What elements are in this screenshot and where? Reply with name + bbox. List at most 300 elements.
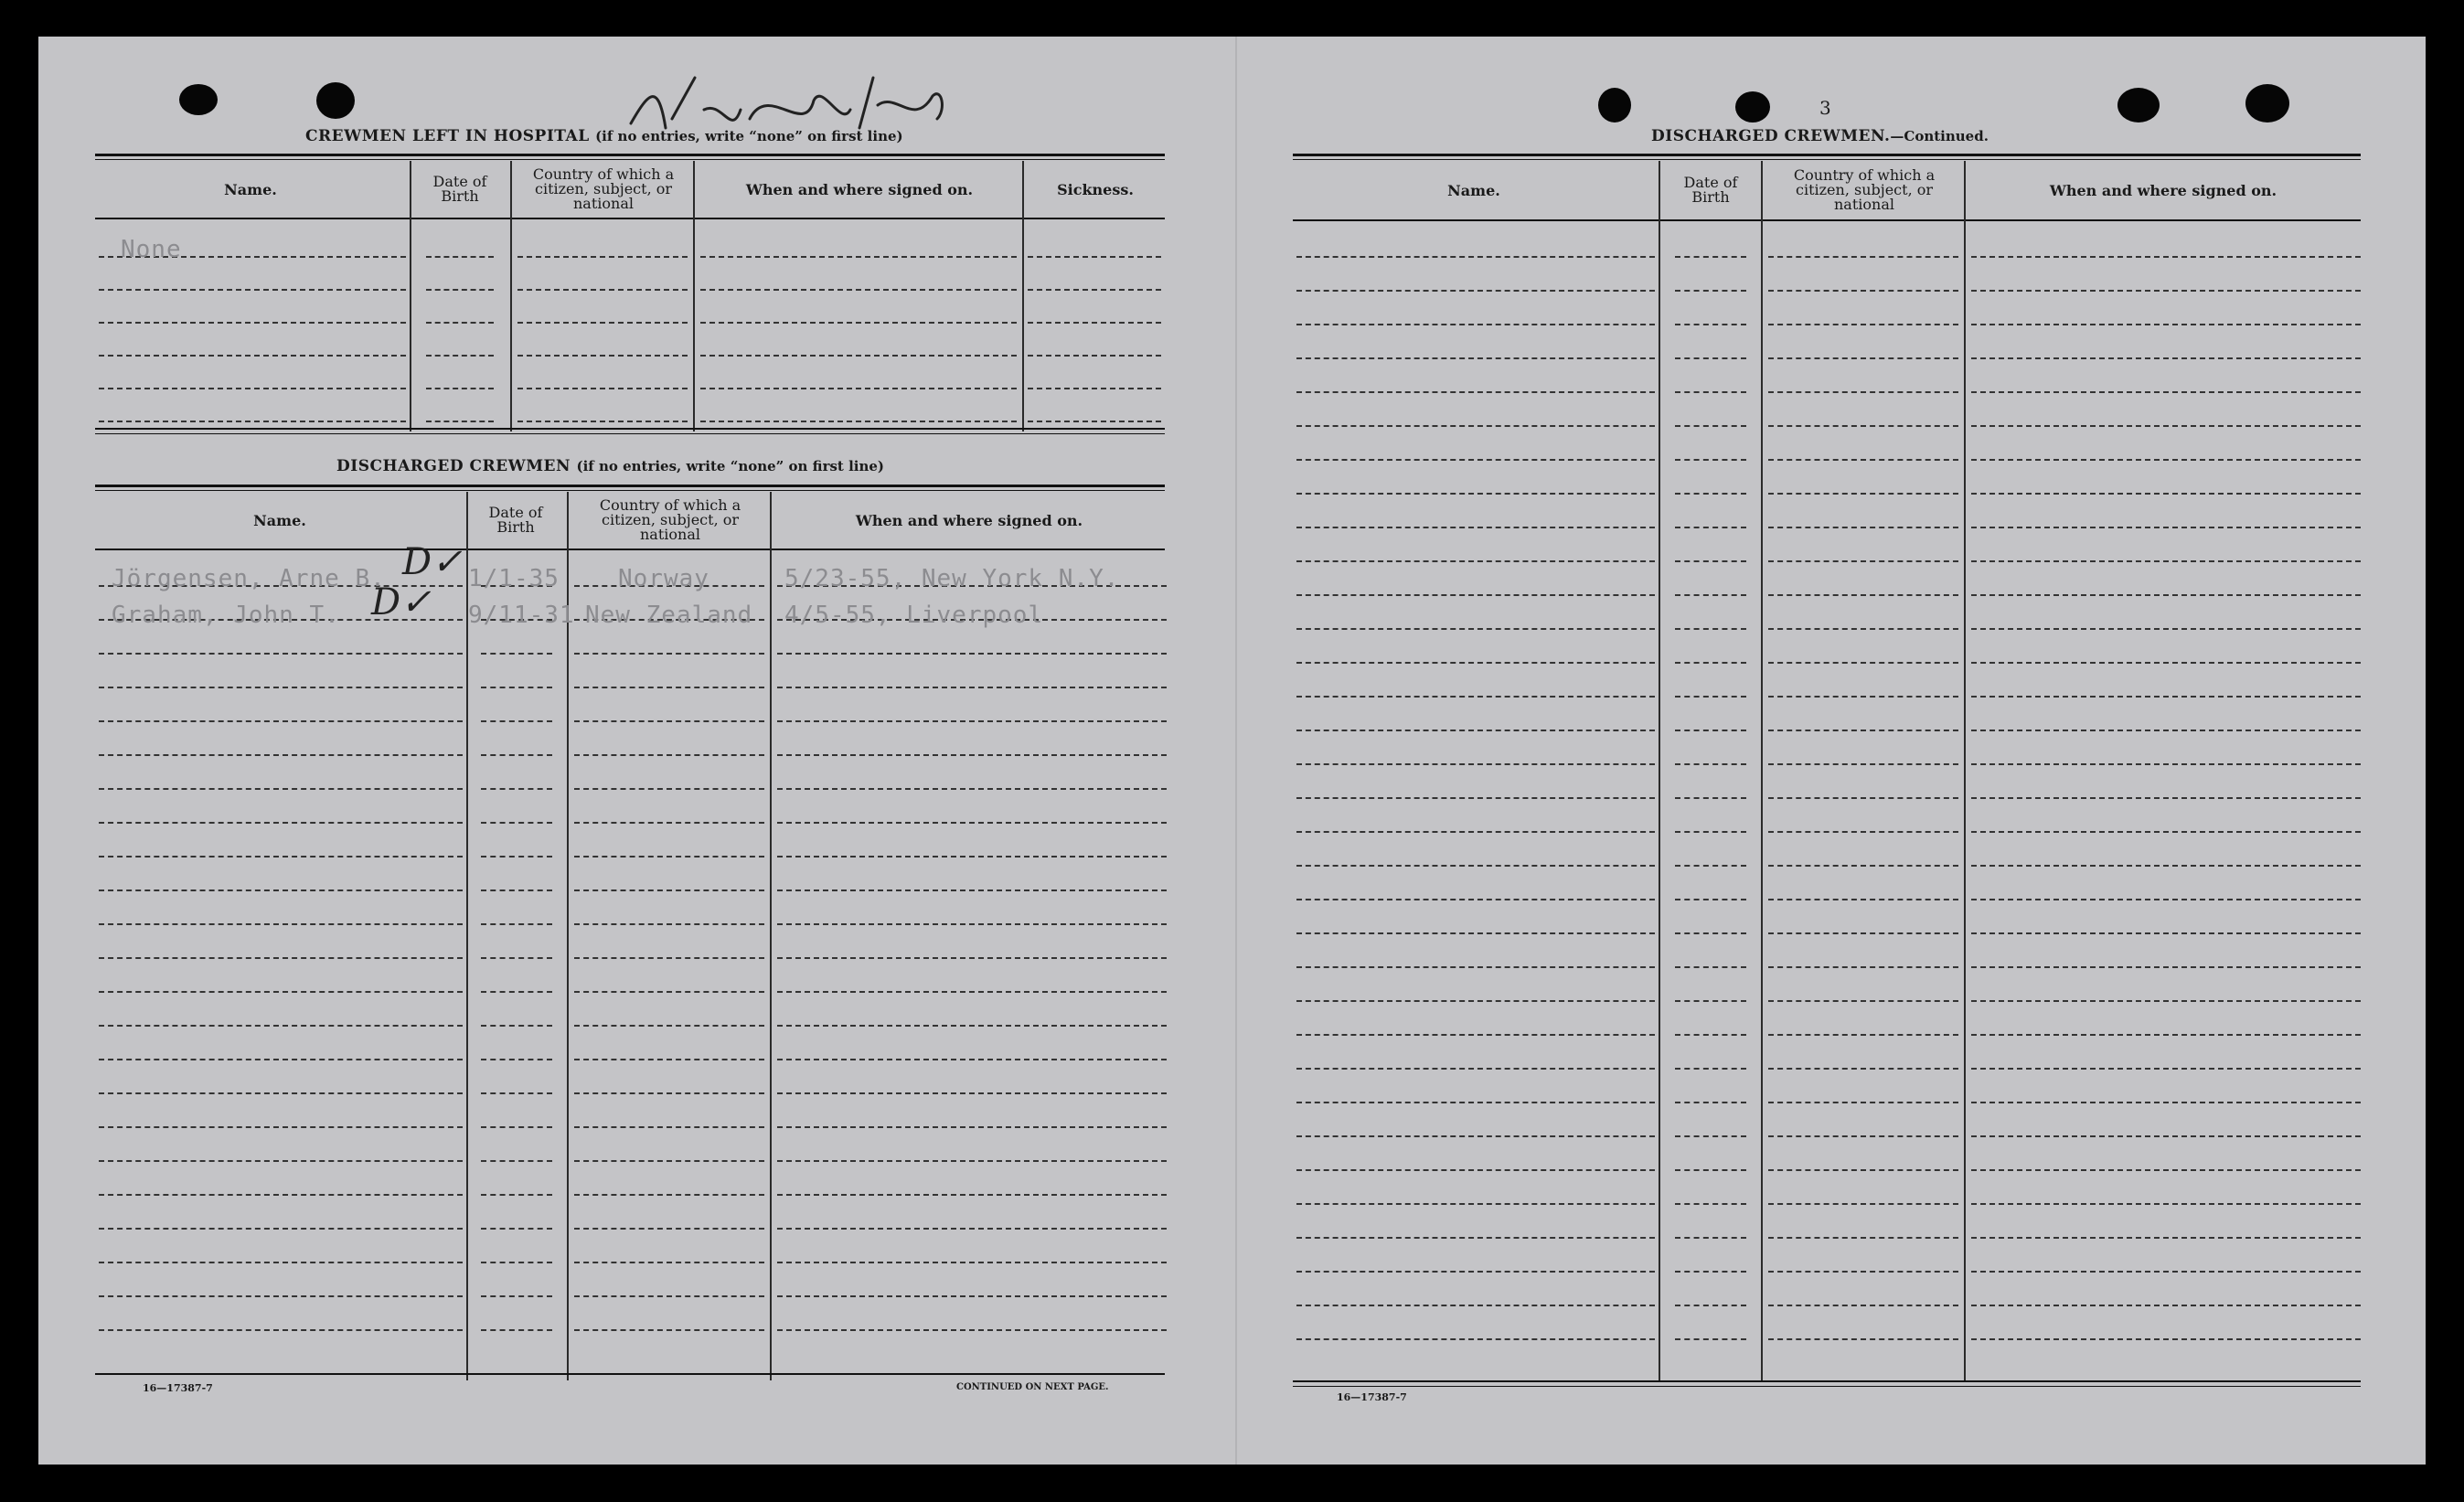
- ruled-line: [777, 991, 1167, 993]
- punch-hole: [1735, 91, 1770, 123]
- ruled-line: [481, 1262, 552, 1263]
- ruled-line: [1768, 357, 1958, 359]
- ruled-line: [99, 991, 463, 993]
- ruled-line: [1971, 256, 2361, 258]
- ruled-line: [481, 1025, 552, 1027]
- right-bottom-rule: [1293, 1380, 2361, 1382]
- discharged-row-name: Jörgensen, Arne B.: [112, 565, 386, 592]
- ruled-line: [1296, 527, 1655, 528]
- ruled-line: [700, 256, 1017, 258]
- ruled-line: [1768, 1034, 1958, 1036]
- ruled-line: [99, 1160, 463, 1162]
- ruled-line: [777, 788, 1167, 790]
- ruled-line: [777, 1160, 1167, 1162]
- ruled-line: [517, 256, 688, 258]
- ruled-line: [481, 1126, 552, 1128]
- ruled-line: [481, 957, 552, 959]
- ruled-line: [481, 1160, 552, 1162]
- ruled-line: [481, 1295, 552, 1297]
- hospital-title-text: CREWMEN LEFT IN HOSPITAL: [305, 127, 590, 145]
- discharged-section-title: [336, 457, 884, 475]
- ruled-line: [777, 1194, 1167, 1196]
- ruled-line: [1675, 425, 1746, 427]
- ruled-line: [1768, 290, 1958, 292]
- ruled-line: [1768, 662, 1958, 664]
- right-header-signed: When and where signed on.: [2049, 181, 2277, 199]
- ruled-line: [574, 856, 764, 858]
- right-title-text: DISCHARGED CREWMEN.: [1651, 127, 1891, 145]
- ruled-line: [574, 720, 764, 722]
- ruled-line: [426, 388, 494, 389]
- ruled-line: [574, 1126, 764, 1128]
- ruled-line: [574, 822, 764, 824]
- hospital-header-name: Name.: [224, 180, 277, 198]
- hospital-header-sickness: Sickness.: [1057, 180, 1134, 198]
- discharged-header-name: Name.: [253, 511, 306, 529]
- ruled-line: [1296, 763, 1655, 765]
- hospital-bottom-rule-thin: [95, 433, 1165, 434]
- ruled-line: [1675, 324, 1746, 325]
- ruled-line: [1296, 831, 1655, 833]
- ruled-line: [1296, 1203, 1655, 1205]
- ruled-line: [481, 1059, 552, 1060]
- ruled-line: [1768, 493, 1958, 495]
- ruled-line: [481, 1194, 552, 1196]
- ruled-line: [1675, 1338, 1746, 1340]
- ruled-line: [1768, 324, 1958, 325]
- ruled-line: [1675, 797, 1746, 799]
- right-header-rule: [1293, 219, 2361, 221]
- page-fold: [1235, 37, 1237, 1465]
- ruled-line: [1675, 560, 1746, 562]
- ruled-line: [1675, 1135, 1746, 1137]
- ruled-line: [99, 923, 463, 925]
- discharged-row-signed: 4/5-55, Liverpool: [784, 602, 1044, 629]
- ruled-line: [1768, 1102, 1958, 1103]
- ruled-line: [1768, 425, 1958, 427]
- ruled-line: [1296, 1305, 1655, 1306]
- ruled-line: [1296, 1034, 1655, 1036]
- hospital-top-rule: [95, 154, 1165, 156]
- ruled-line: [1768, 1203, 1958, 1205]
- ruled-line: [1675, 594, 1746, 596]
- ruled-line: [99, 1194, 463, 1196]
- ruled-line: [1971, 662, 2361, 664]
- ruled-line: [1971, 1135, 2361, 1137]
- ruled-line: [700, 355, 1017, 357]
- hospital-section-title: [305, 127, 903, 145]
- ruled-line: [1768, 1000, 1958, 1002]
- ruled-line: [1675, 628, 1746, 630]
- ruled-line: [1296, 628, 1655, 630]
- ruled-line: [700, 322, 1017, 324]
- right-title-suffix: —Continued.: [1890, 128, 1989, 144]
- ruled-line: [1675, 1034, 1746, 1036]
- ruled-line: [1296, 290, 1655, 292]
- ruled-line: [777, 1025, 1167, 1027]
- ruled-line: [99, 856, 463, 858]
- ruled-line: [1971, 899, 2361, 900]
- ruled-line: [700, 388, 1017, 389]
- ruled-line: [99, 355, 406, 357]
- ruled-line: [1971, 1169, 2361, 1171]
- ruled-line: [574, 653, 764, 655]
- ruled-line: [574, 1228, 764, 1230]
- ruled-line: [1296, 1135, 1655, 1137]
- ruled-line: [1768, 256, 1958, 258]
- ruled-line: [99, 653, 463, 655]
- ruled-line: [481, 822, 552, 824]
- form-number: 16—17387-7: [1337, 1391, 1407, 1403]
- punch-hole: [179, 84, 218, 115]
- ruled-line: [481, 1228, 552, 1230]
- ruled-line: [1971, 1068, 2361, 1070]
- ruled-line: [1971, 831, 2361, 833]
- ruled-line: [1028, 388, 1161, 389]
- ruled-line: [574, 889, 764, 891]
- ruled-line: [574, 754, 764, 756]
- ruled-line: [481, 856, 552, 858]
- hospital-header-rule: [95, 218, 1165, 219]
- ruled-line: [426, 289, 494, 291]
- ruled-line: [1675, 459, 1746, 461]
- ruled-line: [99, 687, 463, 688]
- ruled-line: [574, 991, 764, 993]
- handwritten-initials: D✓: [371, 581, 432, 623]
- discharged-title-text: DISCHARGED CREWMEN: [336, 457, 571, 475]
- ruled-line: [1675, 730, 1746, 731]
- ruled-line: [1296, 1000, 1655, 1002]
- ruled-line: [1768, 1338, 1958, 1340]
- form-number: 16—17387-7: [143, 1382, 213, 1394]
- continued-note: CONTINUED ON NEXT PAGE.: [956, 1382, 1109, 1392]
- ruled-line: [574, 1025, 764, 1027]
- ruled-line: [1971, 730, 2361, 731]
- ruled-line: [1675, 1203, 1746, 1205]
- ruled-line: [574, 1160, 764, 1162]
- ruled-line: [1768, 865, 1958, 867]
- ruled-line: [1296, 256, 1655, 258]
- ruled-line: [99, 754, 463, 756]
- ruled-line: [1028, 355, 1161, 357]
- ruled-line: [1028, 256, 1161, 258]
- right-bottom-rule-thin: [1293, 1386, 2361, 1387]
- ruled-line: [99, 1262, 463, 1263]
- ruled-line: [574, 1194, 764, 1196]
- discharged-header-signed: When and where signed on.: [855, 511, 1083, 529]
- ruled-line: [1768, 831, 1958, 833]
- ruled-line: [1296, 1271, 1655, 1273]
- ruled-line: [574, 788, 764, 790]
- ruled-line: [1675, 966, 1746, 968]
- hospital-header-dob: Date of Birth: [432, 173, 487, 205]
- ruled-line: [1768, 391, 1958, 393]
- ruled-line: [1971, 763, 2361, 765]
- ruled-line: [1675, 932, 1746, 934]
- ruled-line: [574, 687, 764, 688]
- ruled-line: [99, 1059, 463, 1060]
- ruled-line: [1675, 391, 1746, 393]
- discharged-header-country: Country of which a citizen, subject, or national: [599, 496, 741, 543]
- ruled-line: [1675, 696, 1746, 698]
- hospital-col-divider: [410, 161, 411, 431]
- ruled-line: [1028, 322, 1161, 324]
- ruled-line: [1675, 1305, 1746, 1306]
- ruled-line: [1971, 628, 2361, 630]
- hospital-title-note: (if no entries, write “none” on first line): [595, 128, 903, 144]
- discharged-header-dob: Date of Birth: [488, 504, 543, 536]
- ruled-line: [426, 322, 494, 324]
- ruled-line: [1296, 696, 1655, 698]
- ruled-line: [481, 923, 552, 925]
- right-top-rule-thin: [1293, 159, 2361, 160]
- punch-hole: [2117, 88, 2160, 123]
- punch-hole: [2245, 84, 2289, 123]
- ruled-line: [99, 788, 463, 790]
- ruled-line: [517, 289, 688, 291]
- ruled-line: [574, 1059, 764, 1060]
- ruled-line: [1768, 1305, 1958, 1306]
- ruled-line: [1296, 865, 1655, 867]
- discharged-header-rule: [95, 549, 1165, 550]
- ruled-line: [99, 421, 406, 422]
- ruled-line: [481, 687, 552, 688]
- hospital-col-divider: [510, 161, 512, 431]
- ruled-line: [777, 1092, 1167, 1094]
- ruled-line: [1296, 493, 1655, 495]
- ruled-line: [517, 421, 688, 422]
- ruled-line: [1768, 966, 1958, 968]
- ruled-line: [1971, 493, 2361, 495]
- ruled-line: [1971, 1271, 2361, 1273]
- page-number: 3: [1819, 97, 1831, 119]
- ruled-line: [1675, 1169, 1746, 1171]
- ruled-line: [481, 754, 552, 756]
- ruled-line: [1971, 1102, 2361, 1103]
- ruled-line: [574, 1092, 764, 1094]
- ruled-line: [1296, 1068, 1655, 1070]
- ruled-line: [99, 822, 463, 824]
- ruled-line: [99, 1329, 463, 1331]
- hospital-row-name: None: [121, 236, 182, 263]
- ruled-line: [1768, 730, 1958, 731]
- ruled-line: [1768, 594, 1958, 596]
- ruled-line: [700, 421, 1017, 422]
- ruled-line: [517, 322, 688, 324]
- ruled-line: [481, 788, 552, 790]
- ruled-line: [777, 653, 1167, 655]
- ruled-line: [1675, 865, 1746, 867]
- ruled-line: [1296, 662, 1655, 664]
- ruled-line: [1028, 421, 1161, 422]
- right-header-dob: Date of Birth: [1683, 174, 1738, 206]
- ruled-line: [1296, 1237, 1655, 1239]
- ruled-line: [99, 322, 406, 324]
- ruled-line: [1675, 256, 1746, 258]
- discharged-row-signed: 5/23-55, New York N.Y.: [784, 565, 1120, 592]
- ruled-line: [1971, 1237, 2361, 1239]
- ruled-line: [1296, 324, 1655, 325]
- ruled-line: [777, 1295, 1167, 1297]
- ruled-line: [1296, 932, 1655, 934]
- hospital-bottom-rule: [95, 428, 1165, 430]
- ruled-line: [777, 1262, 1167, 1263]
- ruled-line: [1971, 1000, 2361, 1002]
- ruled-line: [777, 754, 1167, 756]
- ruled-line: [1296, 560, 1655, 562]
- ruled-line: [1296, 459, 1655, 461]
- ruled-line: [1768, 628, 1958, 630]
- ruled-line: [1971, 560, 2361, 562]
- handwritten-initials: D✓: [402, 541, 463, 583]
- ruled-line: [426, 421, 494, 422]
- ruled-line: [777, 889, 1167, 891]
- discharged-title-note: (if no entries, write “none” on first line): [576, 458, 885, 474]
- ruled-line: [1296, 1102, 1655, 1103]
- ruled-line: [1675, 662, 1746, 664]
- ruled-line: [1296, 425, 1655, 427]
- ruled-line: [1971, 1338, 2361, 1340]
- right-header-country: Country of which a citizen, subject, or national: [1793, 166, 1936, 213]
- ruled-line: [1971, 324, 2361, 325]
- ruled-line: [1768, 932, 1958, 934]
- ruled-line: [1296, 1169, 1655, 1171]
- ruled-line: [1768, 1135, 1958, 1137]
- ruled-line: [1971, 527, 2361, 528]
- ruled-line: [1675, 493, 1746, 495]
- ruled-line: [481, 653, 552, 655]
- ruled-line: [1768, 763, 1958, 765]
- ruled-line: [1675, 290, 1746, 292]
- ruled-line: [574, 957, 764, 959]
- ruled-line: [777, 923, 1167, 925]
- ruled-line: [99, 1228, 463, 1230]
- ruled-line: [1971, 797, 2361, 799]
- right-col-divider: [1964, 161, 1966, 1382]
- ruled-line: [1768, 696, 1958, 698]
- discharged-top-rule-thin: [95, 490, 1165, 491]
- ruled-line: [1971, 459, 2361, 461]
- right-section-title: [1651, 127, 1989, 145]
- ruled-line: [1971, 391, 2361, 393]
- ruled-line: [1675, 1102, 1746, 1103]
- ruled-line: [1296, 797, 1655, 799]
- ruled-line: [574, 1262, 764, 1263]
- ruled-line: [777, 856, 1167, 858]
- ruled-line: [1971, 1034, 2361, 1036]
- ruled-line: [99, 957, 463, 959]
- ruled-line: [426, 256, 494, 258]
- ruled-line: [1768, 527, 1958, 528]
- ruled-line: [1675, 1068, 1746, 1070]
- ruled-line: [1675, 527, 1746, 528]
- right-top-rule: [1293, 154, 2361, 156]
- discharged-row-country: New Zealand: [585, 602, 753, 629]
- right-header-name: Name.: [1447, 181, 1500, 199]
- ruled-line: [777, 687, 1167, 688]
- ruled-line: [99, 289, 406, 291]
- hospital-col-divider: [1022, 161, 1024, 431]
- ruled-line: [1675, 831, 1746, 833]
- ruled-line: [1675, 1000, 1746, 1002]
- discharged-row-name: Graham, John T.: [112, 602, 340, 629]
- ruled-line: [481, 720, 552, 722]
- ruled-line: [700, 289, 1017, 291]
- ruled-line: [517, 388, 688, 389]
- punch-hole: [316, 82, 355, 119]
- ruled-line: [1296, 594, 1655, 596]
- ruled-line: [481, 991, 552, 993]
- ruled-line: [99, 1295, 463, 1297]
- ruled-line: [1768, 1068, 1958, 1070]
- hospital-header-signed: When and where signed on.: [745, 180, 974, 198]
- ruled-line: [1028, 289, 1161, 291]
- ruled-line: [1971, 865, 2361, 867]
- ruled-line: [481, 1329, 552, 1331]
- ruled-line: [481, 889, 552, 891]
- hospital-header-country: Country of which a citizen, subject, or national: [532, 165, 675, 212]
- ruled-line: [574, 923, 764, 925]
- ruled-line: [1971, 1203, 2361, 1205]
- ruled-line: [1971, 425, 2361, 427]
- ruled-line: [777, 1329, 1167, 1331]
- ruled-line: [777, 1228, 1167, 1230]
- hospital-col-divider: [693, 161, 695, 431]
- ruled-line: [1971, 357, 2361, 359]
- hospital-top-rule-thin: [95, 159, 1165, 160]
- ruled-line: [99, 1025, 463, 1027]
- ruled-line: [426, 355, 494, 357]
- ruled-line: [1768, 560, 1958, 562]
- ruled-line: [517, 355, 688, 357]
- ruled-line: [1296, 391, 1655, 393]
- ruled-line: [1971, 290, 2361, 292]
- ruled-line: [1971, 696, 2361, 698]
- ruled-line: [777, 1059, 1167, 1060]
- discharged-row-dob: 9/11-31: [468, 602, 575, 629]
- ruled-line: [777, 720, 1167, 722]
- discharged-top-rule: [95, 485, 1165, 487]
- right-col-divider: [1659, 161, 1660, 1382]
- ruled-line: [777, 822, 1167, 824]
- ruled-line: [1675, 1271, 1746, 1273]
- ruled-line: [1675, 899, 1746, 900]
- ruled-line: [1296, 730, 1655, 731]
- ruled-line: [574, 1329, 764, 1331]
- ruled-line: [1675, 1237, 1746, 1239]
- ruled-line: [99, 388, 406, 389]
- ruled-line: [1296, 1338, 1655, 1340]
- manifest-sheet: [38, 37, 2426, 1465]
- ruled-line: [777, 1126, 1167, 1128]
- ruled-line: [1768, 1237, 1958, 1239]
- right-col-divider: [1761, 161, 1763, 1382]
- ruled-line: [1296, 966, 1655, 968]
- ruled-line: [1768, 1271, 1958, 1273]
- ruled-line: [1768, 1169, 1958, 1171]
- ruled-line: [1296, 357, 1655, 359]
- ruled-line: [99, 720, 463, 722]
- ruled-line: [574, 1295, 764, 1297]
- discharged-row-dob: 1/1-35: [468, 565, 560, 592]
- ruled-line: [99, 889, 463, 891]
- ruled-line: [99, 1126, 463, 1128]
- discharged-bottom-rule: [95, 1373, 1165, 1375]
- ruled-line: [99, 1092, 463, 1094]
- ruled-line: [1296, 899, 1655, 900]
- ruled-line: [1768, 459, 1958, 461]
- ruled-line: [1971, 1305, 2361, 1306]
